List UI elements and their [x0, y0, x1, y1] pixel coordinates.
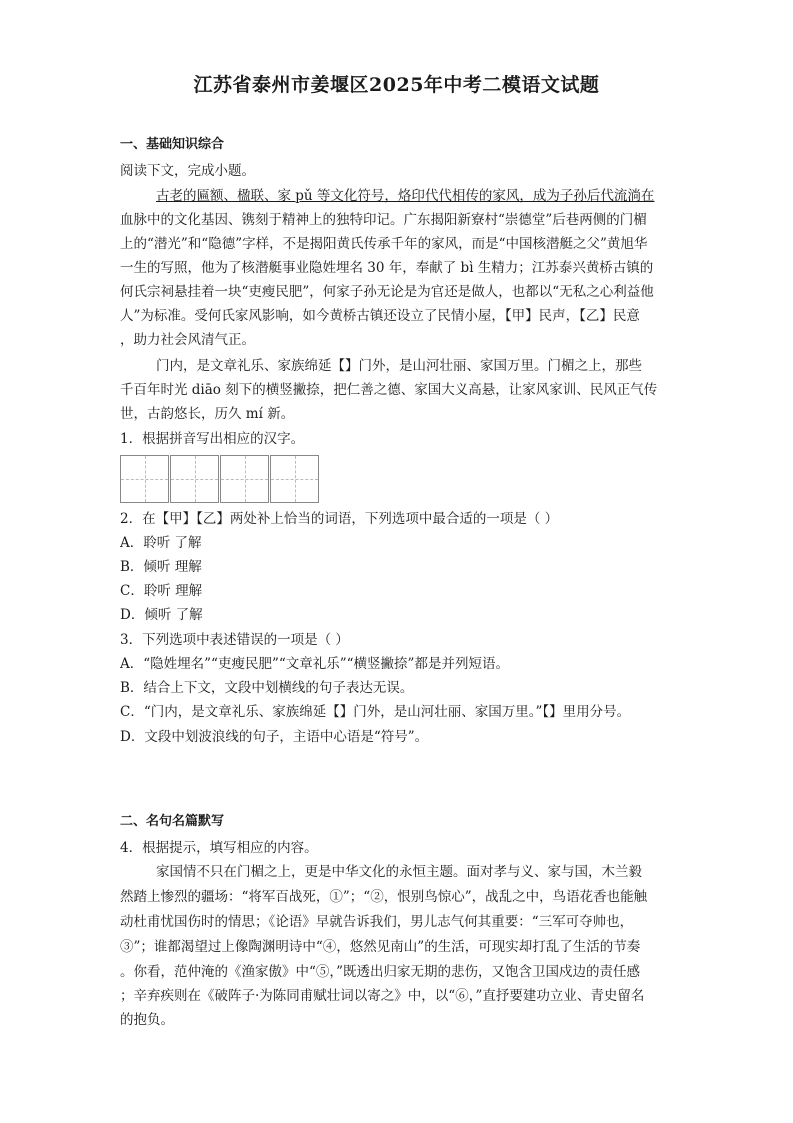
answer-cell[interactable] — [270, 455, 319, 503]
passage-line: 千百年时光 diāo 刻下的横竖撇捺，把仁善之德、家国大义高悬，让家风家训、民风正气传 — [120, 382, 658, 398]
passage-line: 的抱负。 — [120, 1012, 174, 1028]
page-title: 江苏省泰州市姜堰区2025年中考二模语文试题 — [193, 74, 600, 96]
option-3b[interactable]: B．结合上下文，文段中划横线的句子表达无误。 — [120, 680, 414, 696]
passage-line: 古老的匾额、楹联、家 pǔ 等文化符号，烙印代代相传的家风，成为子孙后代流淌在 — [156, 188, 655, 204]
option-2b[interactable]: B．倾听 理解 — [120, 559, 202, 575]
option-2d[interactable]: D．倾听 了解 — [120, 607, 203, 623]
passage-line: 上的“潜光”和“隐德”字样，不是揭阳黄氏传承千年的家风，而是“中国核潜艇之父”黄旭华 — [120, 236, 648, 252]
section-heading-basic: 一、基础知识综合 — [120, 137, 225, 152]
option-3c[interactable]: C．“门内，是文章礼乐、家族绵延【】门外，是山河壮丽、家国万里。”【】里用分号。 — [120, 704, 631, 720]
passage-line: 。你看，范仲淹的《渔家傲》中“⑤，”既透出归家无期的悲伤，又饱含卫国戍边的责任感 — [120, 964, 641, 980]
passage-line: 动杜甫忧国伤时的情思；《论语》早就告诉我们，男儿志气何其重要：“三军可夺帅也， — [120, 914, 634, 930]
answer-cell[interactable] — [220, 455, 269, 503]
answer-grid[interactable] — [120, 455, 320, 503]
section-heading-recitation: 二、名句名篇默写 — [120, 814, 225, 829]
passage-line: 人”为标准。受何氏家风影响，如今黄桥古镇还设立了民情小屋，【甲】民声，【乙】民意 — [120, 308, 640, 324]
passage-line: 家国情不只在门楣之上，更是中华文化的永恒主题。面对孝与义、家与国，木兰毅 — [156, 864, 642, 880]
passage-line: 然踏上惨烈的疆场：“将军百战死，①”；“②，恨别鸟惊心”，战乱之中，鸟语花香也能触 — [120, 889, 648, 905]
option-2c[interactable]: C．聆听 理解 — [120, 583, 203, 599]
passage-line: 世，古韵悠长，历久 mí 新。 — [120, 406, 295, 422]
answer-cell[interactable] — [120, 455, 169, 503]
reading-instruction: 阅读下文，完成小题。 — [120, 163, 255, 179]
option-2a[interactable]: A．聆听 了解 — [120, 535, 202, 551]
question-4: 4．根据提示，填写相应的内容。 — [120, 840, 318, 856]
passage-line: ；辛弃疾则在《破阵子·为陈同甫赋壮词以寄之》中，以“⑥，”直抒要建功立业、青史留名 — [120, 988, 645, 1004]
answer-cell[interactable] — [170, 455, 219, 503]
option-3d[interactable]: D．文段中划波浪线的句子，主语中心语是“符号”。 — [120, 729, 429, 745]
question-2: 2．在【甲】【乙】两处补上恰当的词语，下列选项中最合适的一项是（ ） — [120, 511, 559, 527]
passage-line: 何氏宗祠悬挂着一块“吏瘦民肥”，何家子孙无论是为官还是做人，也都以“无私之心利益他 — [120, 284, 654, 300]
passage-line: 门内，是文章礼乐、家族绵延【】门外，是山河壮丽、家国万里。门楣之上，那些 — [156, 358, 642, 374]
question-1: 1．根据拼音写出相应的汉字。 — [120, 431, 305, 447]
option-3a[interactable]: A．“隐姓埋名”“吏瘦民肥”“文章礼乐”“横竖撇捺”都是并列短语。 — [120, 656, 509, 672]
question-3: 3．下列选项中表述错误的一项是（ ） — [120, 632, 349, 648]
passage-line: ，助力社会风清气正。 — [120, 332, 255, 348]
passage-line: ③”；谁都渴望过上像陶渊明诗中“④，悠然见南山”的生活，可现实却打乱了生活的节奏 — [120, 939, 641, 955]
passage-line: 一生的写照，他为了核潜艇事业隐姓埋名 30 年，奉献了 bì 生精力；江苏泰兴黄桥古镇的 — [120, 260, 654, 276]
passage-line: 血脉中的文化基因、镌刻于精神上的独特印记。广东揭阳新寮村“崇德堂”后巷两侧的门楣 — [120, 212, 647, 228]
